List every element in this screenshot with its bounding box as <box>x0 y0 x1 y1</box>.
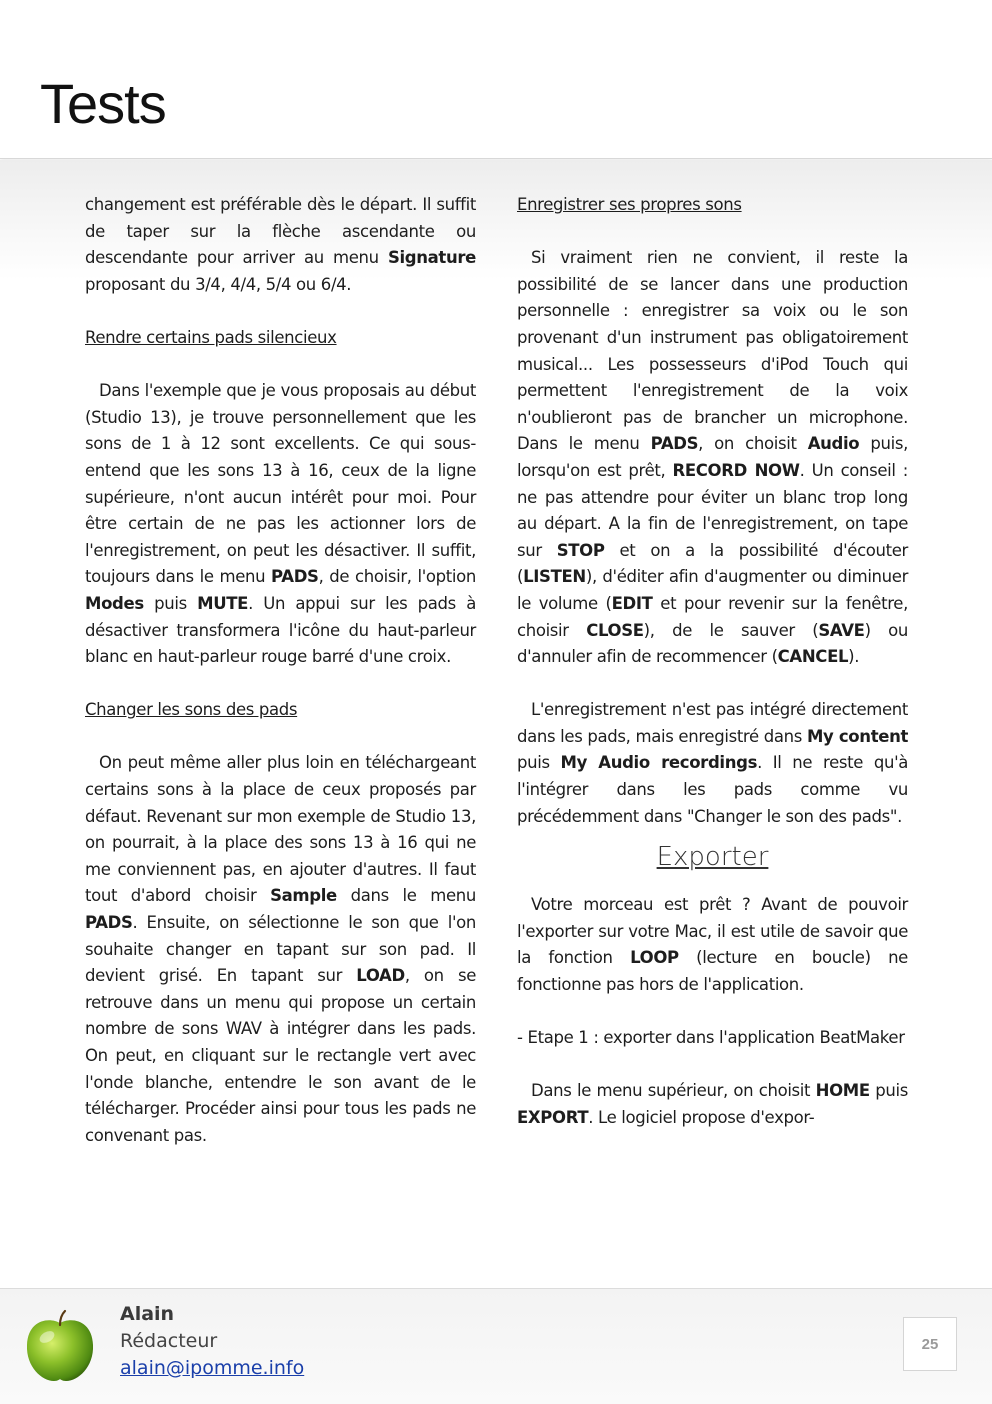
bold-term: Sample <box>270 886 337 906</box>
bold-term: MUTE <box>197 593 249 613</box>
bold-term: PADS <box>271 567 319 587</box>
bold-term: LOOP <box>630 948 679 968</box>
bold-term: EDIT <box>611 593 653 613</box>
text-run: puis <box>517 753 561 773</box>
bold-term: RECORD NOW <box>672 460 800 480</box>
bold-term: CLOSE <box>586 620 644 640</box>
text-run: puis <box>143 593 198 613</box>
text-run: . Ensuite, on sélectionne le son que l'on souhaite changer en tapant sur son pad. Il devient grisé. En tapant sur <box>85 913 476 986</box>
text-run: ). <box>848 647 860 667</box>
paragraph <box>517 892 908 998</box>
bold-term: LISTEN <box>523 567 586 587</box>
paragraph <box>85 378 476 671</box>
paragraph <box>517 697 908 830</box>
page-header <box>0 0 992 159</box>
paragraph <box>517 1078 908 1131</box>
text-run: , on choisit <box>698 434 808 454</box>
text-run: puis, lorsqu'on est prêt, <box>517 434 908 480</box>
section-title: Exporter <box>656 842 769 873</box>
right-column <box>517 192 908 1132</box>
text-run: Dans l'exemple que je vous proposais au début (Studio 13), je trouve personnellement que les sons de 1 à 12 sont excellents. Ce qui sous-entend que les sons 13 à 16, ceux de la ligne supérieure, n'ont aucun intérêt pour moi. Pour être certain de ne pas les actionner lors de l'enregistrement, on peut les désactiver. Il suffit, toujours dans le menu <box>85 381 476 587</box>
author-name: Alain <box>120 1303 175 1325</box>
bold-term: SAVE <box>818 620 865 640</box>
bold-term: STOP <box>556 540 605 560</box>
bold-term: EXPORT <box>517 1108 589 1127</box>
text-run: ) ou d'annuler afin de recommencer ( <box>517 620 908 667</box>
bold-term: CANCEL <box>777 647 849 667</box>
bold-term: HOME <box>815 1081 870 1101</box>
author-email-link[interactable]: alain@ipomme.info <box>120 1357 305 1379</box>
page-title: Tests <box>40 72 166 135</box>
page-footer <box>0 1288 992 1404</box>
text-run: (lecture en boucle) ne fonctionne pas hors de l'application. <box>517 948 908 995</box>
text-run: ), de le sauver ( <box>643 620 819 640</box>
left-column <box>85 192 476 1149</box>
apple-icon <box>22 1309 98 1385</box>
bold-term: My content <box>806 726 909 746</box>
paragraph: - Etape 1 : exporter dans l'application BeatMaker <box>517 1028 905 1048</box>
subheading: Changer les sons des pads <box>85 700 298 720</box>
page-number: 25 <box>903 1317 957 1371</box>
paragraph <box>85 192 476 298</box>
subheading: Enregistrer ses propres sons <box>517 195 742 214</box>
text-run: , de choisir, l'option <box>318 567 476 587</box>
text-run: . Un appui sur les pads à désactiver transformera l'icône du haut-parleur blanc en haut-parleur rouge barré d'une croix. <box>85 593 476 667</box>
author-role: Rédacteur <box>120 1330 218 1352</box>
bold-term: My Audio recordings <box>560 753 758 773</box>
article-body <box>0 160 992 1288</box>
text-run: ), d'éditer afin d'augmenter ou diminuer le volume ( <box>517 567 908 613</box>
text-run: . Le logiciel propose d'expor- <box>588 1108 815 1127</box>
text-run: Dans le menu supérieur, on choisit <box>531 1081 816 1101</box>
text-run: dans le menu <box>336 886 476 906</box>
text-run: Si vraiment rien ne convient, il reste la possibilité de se lancer dans une production personnelle : enregistrer sa voix ou le son provenant d'un instrument pas obligatoirement musical... Les possesseurs d'iPod Touch qui permettent l'enregistrement de la voix n'oublieront pas de brancher un microphone. Dans le menu <box>517 248 908 454</box>
text-run: . Il ne reste qu'à l'intégrer dans les pads comme vu précédemment dans "Changer le son des pads". <box>517 753 909 826</box>
bold-term: PADS <box>85 913 133 933</box>
bold-term: LOAD <box>356 966 405 986</box>
text-run: puis <box>869 1081 909 1101</box>
subheading: Rendre certains pads silencieux <box>85 327 337 347</box>
text-run: et on a la possibilité d'écouter ( <box>517 540 908 587</box>
text-run: L'enregistrement n'est pas intégré directement dans les pads, mais enregistré dans <box>517 700 908 746</box>
paragraph <box>85 750 476 1149</box>
bold-term: Modes <box>85 593 144 613</box>
text-run: . Un conseil : ne pas attendre pour éviter un blanc trop long au départ. A la fin de l'enregistrement, on tape sur <box>517 460 908 560</box>
text-run: changement est préférable dès le départ. Il suffit de taper sur la flèche ascendante ou descendante pour arriver au menu <box>85 195 476 268</box>
text-run: , on se retrouve dans un menu qui propose un certain nombre de sons WAV à intégrer dans les pads. On peut, en cliquant sur le rectangle vert avec l'onde blanche, entendre le son avant de le télécharger. Procéder ainsi pour tous les pads ne convenant pas. <box>85 966 476 1145</box>
bold-term: Signature <box>387 248 476 268</box>
text-run: On peut même aller plus loin en téléchargeant certains sons à la place de ceux proposés par défaut. Revenant sur mon exemple de Studio 13, on pourrait, à la place des sons 13 à 16 qui ne me conviennent pas, en ajouter d'autres. Il faut tout d'abord choisir <box>85 753 476 906</box>
text-run: proposant du 3/4, 4/4, 5/4 ou 6/4. <box>85 274 352 294</box>
bold-term: Audio <box>807 434 860 454</box>
text-run: Votre morceau est prêt ? Avant de pouvoir l'exporter sur votre Mac, il est utile de savoir que la fonction <box>517 895 908 968</box>
paragraph <box>517 245 908 671</box>
bold-term: PADS <box>650 434 699 454</box>
text-run: et pour revenir sur la fenêtre, choisir <box>517 593 908 640</box>
